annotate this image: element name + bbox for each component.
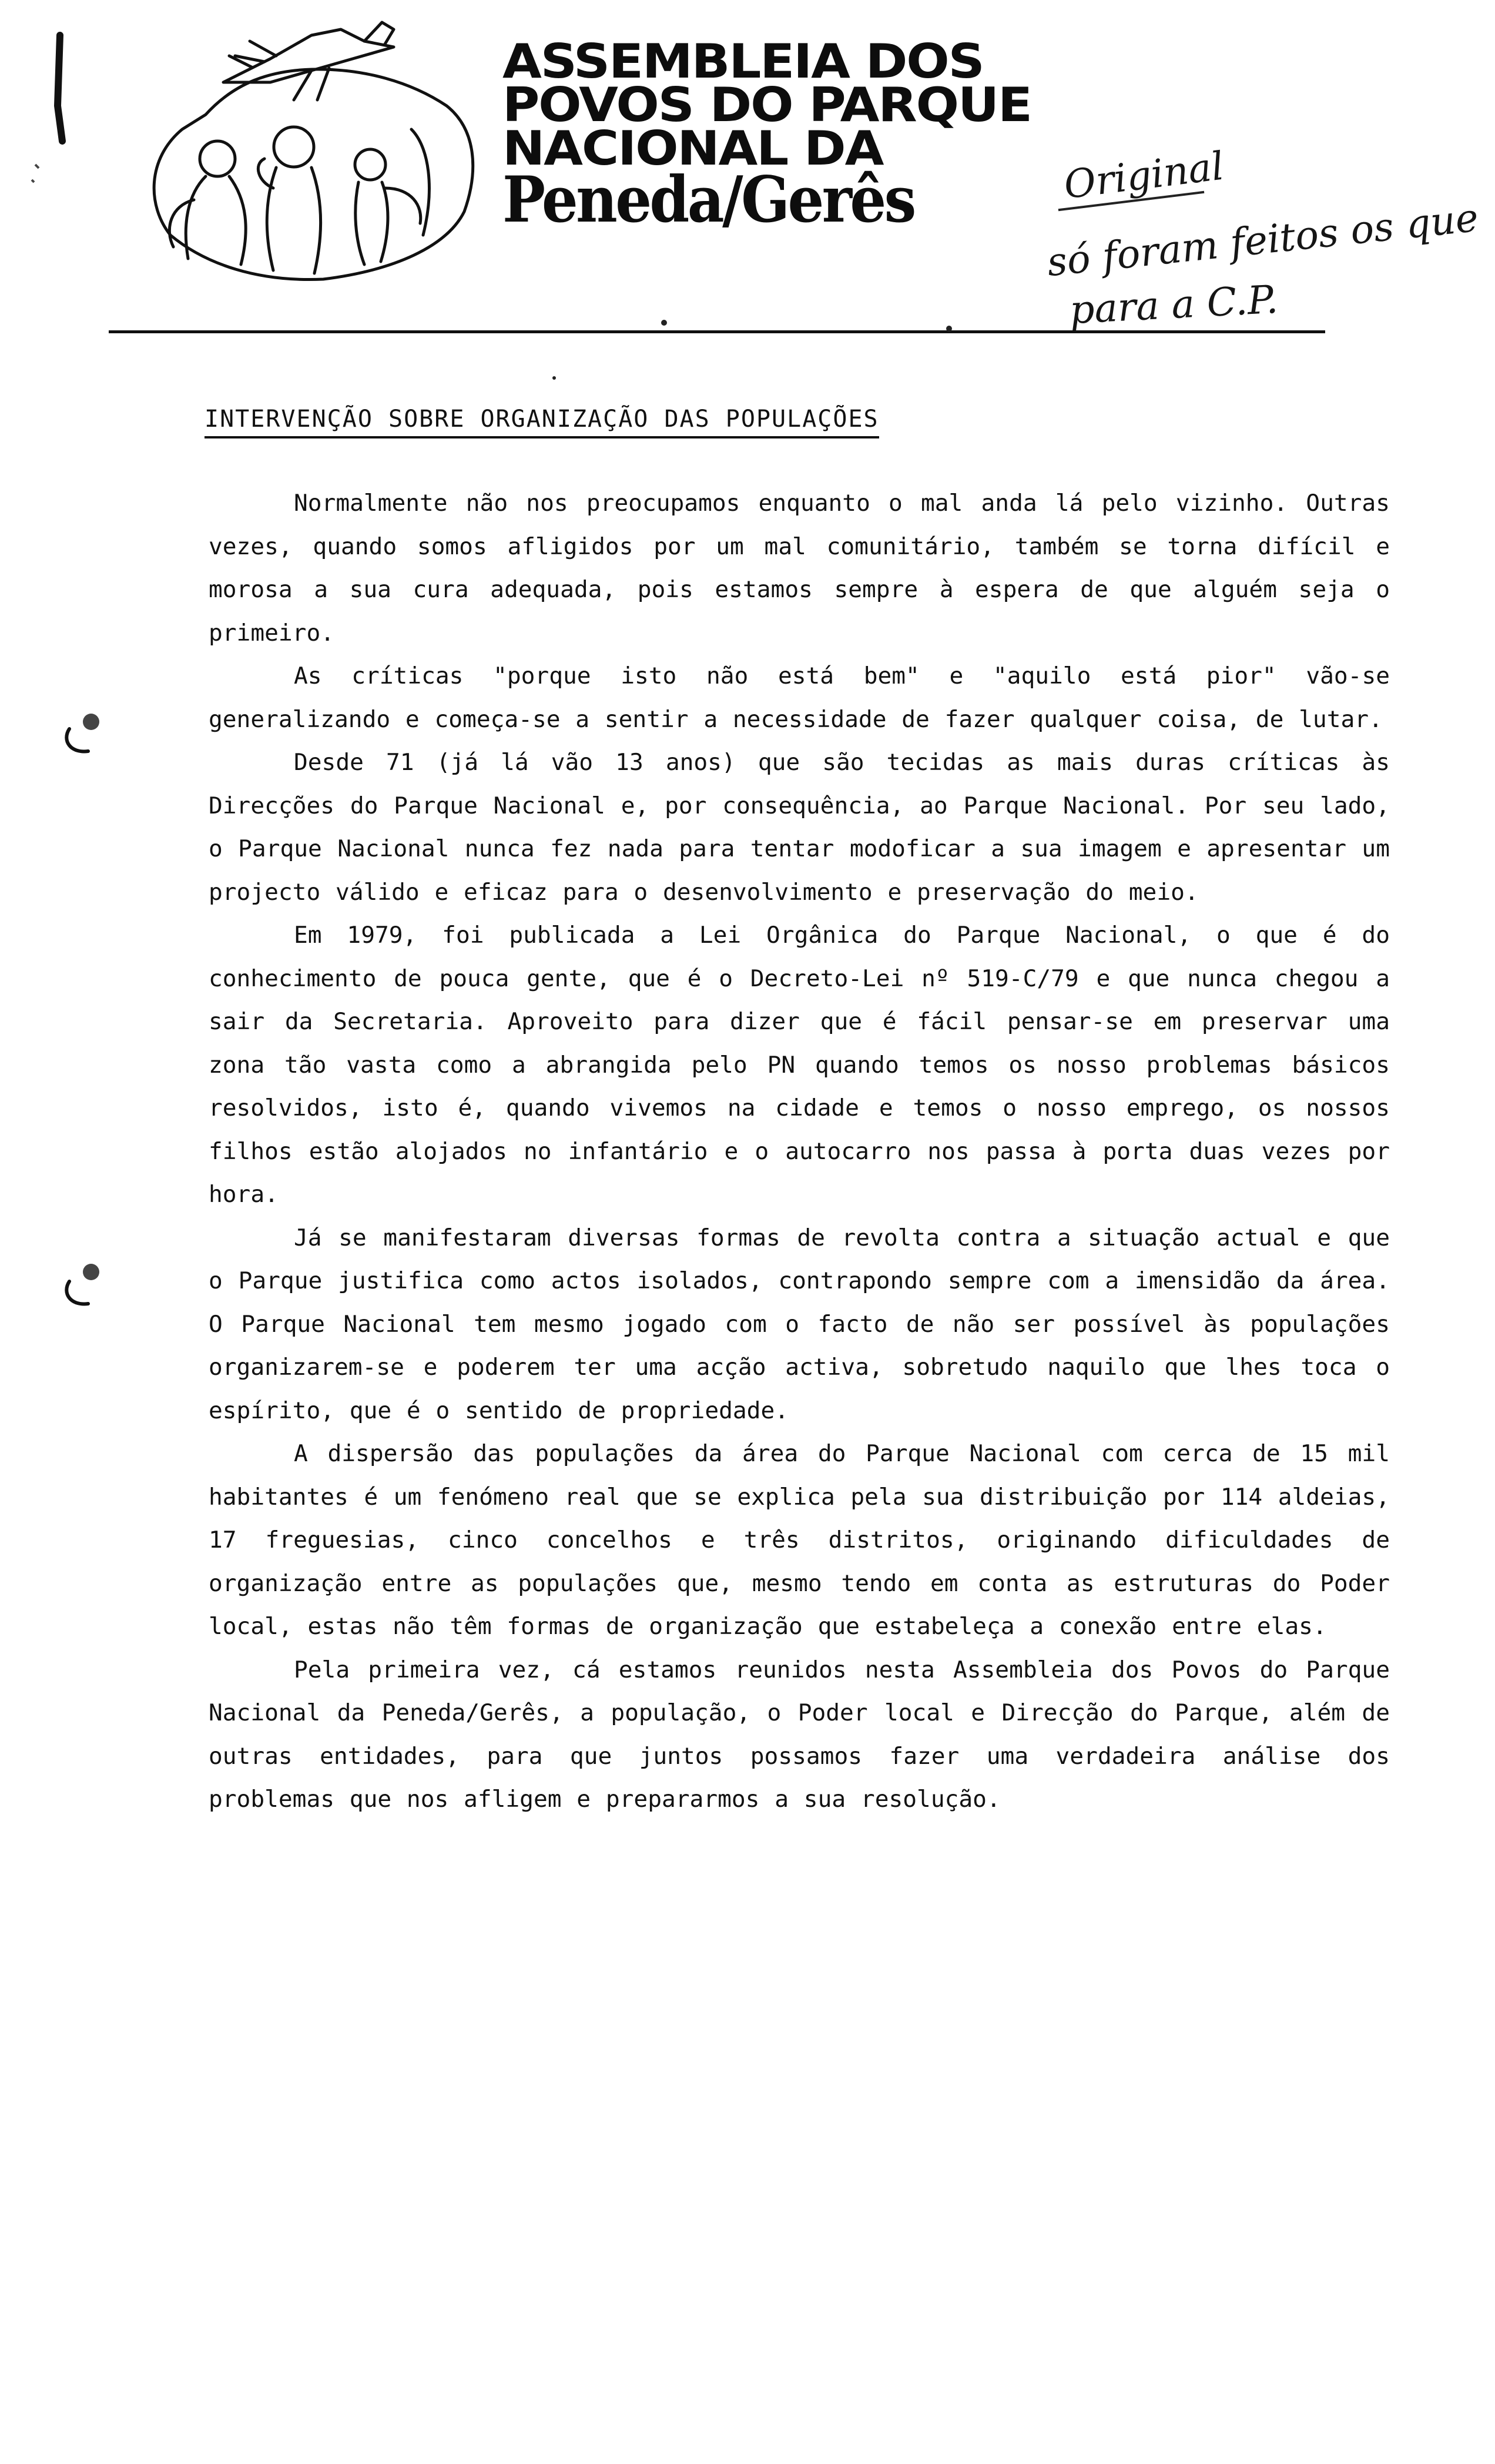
document-body <box>209 482 1390 1822</box>
logo-illustration <box>118 12 494 288</box>
org-name-line-1: ASSEMBLEIA DOS <box>502 34 984 89</box>
org-name-line-2: POVOS DO PARQUE <box>502 78 1031 132</box>
paragraph: Normalmente não nos preocupamos enquanto o mal anda lá pelo vizinho. Outras vezes, quando somos afligidos por um mal comunitário, também se torna difícil e morosa a sua cura adequada, pois estamos sempre à espera de que alguém seja o primeiro. <box>209 490 1390 647</box>
org-name-line-3: NACIONAL DA <box>502 121 883 176</box>
scan-speck <box>661 320 667 326</box>
margin-mark <box>59 1258 106 1311</box>
paragraph: Em 1979, foi publicada a Lei Orgânica do Parque Nacional, o que é do conhecimento de pouca gente, que é o Decreto-Lei nº 519-C/79 e que nunca chegou a sair da Secretaria. Aproveito para dizer que é fácil pensar-se em preservar uma zona tão vasta como a abrangida pelo PN quando temos os nosso problemas básicos resolvidos, isto é, quando vivemos na cidade e temos o nosso emprego, os nossos filhos estão alojados no infantário e o autocarro nos passa à porta duas vezes por hora. <box>209 922 1390 1208</box>
handwritten-annotation <box>999 141 1481 335</box>
scan-edge-mark <box>24 24 94 200</box>
document-heading: INTERVENÇÃO SOBRE ORGANIZAÇÃO DAS POPULAÇÕES <box>205 406 879 438</box>
header-divider <box>109 330 1325 333</box>
handwritten-line-1: Original <box>1061 143 1226 208</box>
scan-speck <box>946 326 952 332</box>
scan-speck <box>552 376 556 380</box>
handwritten-line-2: só foram feitos os que <box>1044 195 1481 286</box>
margin-mark <box>59 705 106 758</box>
paragraph: A dispersão das populações da área do Parque Nacional com cerca de 15 mil habitantes é um fenómeno real que se explica pela sua distribuição por 114 aldeias, 17 freguesias, cinco concelhos e três distritos, originando dificuldades de organização entre as populações que, mesmo tendo em conta as estruturas do Poder local, estas não têm formas de organização que estabeleça a conexão entre elas. <box>209 1440 1390 1640</box>
paragraph: Desde 71 (já lá vão 13 anos) que são tecidas as mais duras críticas às Direcções do Parque Nacional e, por consequência, ao Parque Nacional. Por seu lado, o Parque Nacional nunca fez nada para tentar modoficar a sua imagem e apresentar um projecto válido e eficaz para o desenvolvimento e preservação do meio. <box>209 749 1390 906</box>
paragraph: Pela primeira vez, cá estamos reunidos nesta Assembleia dos Povos do Parque Nacional da Peneda/Gerês, a população, o Poder local e Direcção do Parque, além de outras entidades, para que juntos possamos fazer uma verdadeira análise dos problemas que nos afligem e prepararmos a sua resolução. <box>209 1656 1390 1813</box>
paragraph: Já se manifestaram diversas formas de revolta contra a situação actual e que o Parque justifica como actos isolados, contrapondo sempre com a imensidão da área. O Parque Nacional tem mesmo jogado com o facto de não ser possível às populações organizarem-se e poderem ter uma acção activa, sobretudo naquilo que lhes toca o espírito, que é o sentido de propriedade. <box>209 1224 1390 1424</box>
handwritten-line-3: para a C.P. <box>1068 276 1279 333</box>
org-name-line-4: Peneda/Gerês <box>502 163 914 237</box>
paragraph: As críticas "porque isto não está bem" e "aquilo está pior" vão-se generalizando e começa-se a sentir a necessidade de fazer qualquer coisa, de lutar. <box>209 662 1390 733</box>
